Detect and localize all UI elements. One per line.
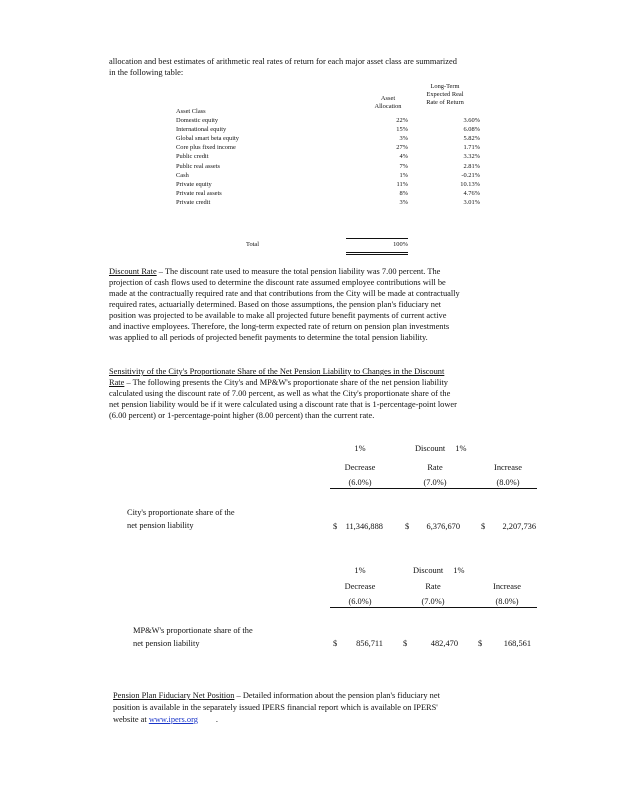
mpw-label-2: net pension liability: [133, 639, 200, 648]
mpw-col2-discount: Discount: [413, 566, 444, 575]
discount-line-2: projection of cash flows used to determine the discount rate assumed employee contributions will be: [109, 278, 446, 287]
sensitivity-heading-1: Sensitivity of the City's Proportionate Share of the Net Pension Liability to Changes in the Discount: [109, 367, 445, 376]
header-asset-class: Asset Class: [176, 108, 206, 115]
asset-return-value: 6.08%: [463, 126, 480, 134]
header-rate-2: Expected Real: [426, 91, 464, 98]
asset-return-value: 10.13%: [460, 180, 480, 188]
mpw-value-current: 482,470: [430, 639, 458, 648]
city-col2-h3: (7.0%): [423, 478, 447, 487]
asset-return-value: 3.32%: [463, 153, 480, 161]
asset-allocation-value: 27%: [396, 144, 408, 152]
mpw-col3-h2: (8.0%): [495, 597, 519, 606]
mpw-col1-h2: Decrease: [344, 582, 376, 591]
mpw-col2-h1: [413, 565, 464, 576]
mpw-label-1: MP&W's proportionate share of the: [133, 626, 253, 635]
city-label-2: net pension liability: [127, 521, 194, 530]
city-col3-h2: (8.0%): [496, 478, 520, 487]
discount-line-6: and inactive employees. Therefore, the long-term expected rate of return on pension plan investments: [109, 322, 450, 331]
sensitivity-line-1: [109, 377, 557, 388]
city-cur-2: $: [405, 522, 410, 531]
mpw-cur-3: $: [478, 639, 483, 648]
city-col1-h1: 1%: [354, 444, 366, 453]
fiduciary-line-1-text: – Detailed information about the pension plan's fiduciary net: [234, 691, 440, 700]
mpw-cur-1: $: [333, 639, 338, 648]
asset-allocation-value: 11%: [396, 180, 408, 188]
total-rule: [346, 238, 408, 239]
fiduciary-heading: Pension Plan Fiduciary Net Position: [113, 691, 235, 700]
mpw-header-rule: [330, 607, 537, 608]
asset-return-value: 3.01%: [463, 198, 480, 206]
city-value-decrease: 11,346,888: [345, 522, 383, 531]
fiduciary-website-label: website at: [113, 715, 147, 724]
mpw-col2-percent: 1%: [453, 566, 465, 575]
asset-return-value: 4.76%: [463, 189, 480, 197]
asset-return-value: 5.82%: [463, 135, 480, 143]
mpw-col3-h1: Increase: [493, 582, 521, 591]
sensitivity-line-4: (6.00 percent) or 1-percentage-point higher (8.00 percent) than the current rate.: [109, 411, 375, 420]
asset-allocation-value: 8%: [399, 189, 408, 197]
asset-allocation-value: 1%: [399, 171, 408, 179]
header-allocation: Asset Allocation: [374, 95, 402, 110]
mpw-col1-h3: (6.0%): [348, 597, 372, 606]
city-label-1: City's proportionate share of the: [127, 508, 235, 517]
city-value-increase: 2,207,736: [502, 522, 536, 531]
sensitivity-line-3: net pension liability would be if it were calculated using a discount rate that is 1-percentage-point lower: [109, 400, 457, 409]
asset-allocation-value: 3%: [399, 198, 408, 206]
asset-class-name: Private credit: [176, 198, 211, 206]
asset-class-name: Public real assets: [176, 162, 221, 170]
city-value-current: 6,376,670: [426, 522, 460, 531]
city-col2-h2: Rate: [427, 463, 443, 472]
discount-line-1: [109, 266, 557, 277]
city-col1-h2: Decrease: [344, 463, 376, 472]
total-double-rule-1: [346, 252, 408, 253]
asset-allocation-value: 4%: [399, 153, 408, 161]
asset-allocation-value: 7%: [399, 162, 408, 170]
mpw-col2-h3: (7.0%): [421, 597, 445, 606]
discount-line-4: required rates, actuarially determined. Based on those assumptions, the pension plan's fiduciary net: [109, 300, 441, 309]
discount-heading: Discount Rate: [109, 267, 157, 276]
sensitivity-heading-2: Rate: [109, 378, 125, 387]
mpw-cur-2: $: [403, 639, 408, 648]
asset-return-value: 2.81%: [463, 162, 480, 170]
asset-class-name: Public credit: [176, 153, 209, 161]
discount-line-7: was applied to all periods of projected benefit payments to determine the total pension liability.: [109, 333, 428, 342]
asset-allocation-value: 3%: [399, 135, 408, 143]
asset-class-name: Domestic equity: [176, 117, 219, 124]
header-rate-1: Long-Term: [430, 83, 460, 90]
city-col2-percent: 1%: [455, 444, 467, 453]
total-value: 100%: [393, 241, 408, 248]
mpw-value-increase: 168,561: [503, 639, 531, 648]
discount-line-1-text: – The discount rate used to measure the total pension liability was 7.00 percent. The: [156, 267, 441, 276]
mpw-col1-h1: 1%: [354, 566, 366, 575]
header-rate-3: Rate of Return: [426, 99, 464, 106]
city-col1-h3: (6.0%): [348, 478, 372, 487]
asset-class-name: Private real assets: [176, 189, 222, 197]
mpw-value-decrease: 856,711: [356, 639, 383, 648]
discount-line-5: position was projected to be available to make all projected future benefit payments of current active: [109, 311, 447, 320]
discount-line-3: made at the contractually required rate and that contributions from the City will be made at contractually: [109, 289, 460, 298]
total-double-rule-2: [346, 254, 408, 255]
mpw-col2-h2: Rate: [425, 582, 441, 591]
city-header-rule: [330, 488, 537, 489]
ipers-website-link[interactable]: www.ipers.org: [148, 715, 198, 724]
fiduciary-line-1: [113, 690, 557, 701]
asset-allocation-value: 15%: [396, 126, 408, 134]
asset-class-name: Global smart beta equity: [176, 135, 240, 143]
asset-allocation-value: 22%: [396, 117, 408, 124]
total-label: Total: [246, 241, 260, 248]
asset-return-value: 3.60%: [463, 117, 480, 124]
sensitivity-line-1-text: – The following presents the City's and MP&W's proportionate share of the net pension liability: [124, 378, 448, 387]
asset-return-value: 1.71%: [463, 144, 480, 152]
asset-class-name: International equity: [176, 126, 227, 134]
asset-class-name: Cash: [176, 171, 189, 179]
intro-line-2: in the following table:: [109, 68, 184, 77]
fiduciary-line-2: position is available in the separately issued IPERS financial report which is available on IPERS': [113, 703, 438, 712]
city-col3-h1: Increase: [494, 463, 522, 472]
city-col2-h1: [415, 443, 466, 454]
fiduciary-line-3: [113, 714, 218, 725]
city-cur-3: $: [481, 522, 486, 531]
city-col2-discount: Discount: [415, 444, 446, 453]
sensitivity-line-2: calculated using the discount rate of 7.00 percent, as well as what the City's proportionate share of the: [109, 389, 451, 398]
asset-return-value: -0.21%: [461, 171, 480, 179]
asset-class-name: Private equity: [176, 180, 212, 188]
intro-line-1: allocation and best estimates of arithmetic real rates of return for each major asset class are summarized: [109, 57, 457, 66]
city-cur-1: $: [333, 522, 338, 531]
asset-class-name: Core plus fixed income: [176, 144, 236, 152]
fiduciary-period: .: [215, 715, 219, 724]
